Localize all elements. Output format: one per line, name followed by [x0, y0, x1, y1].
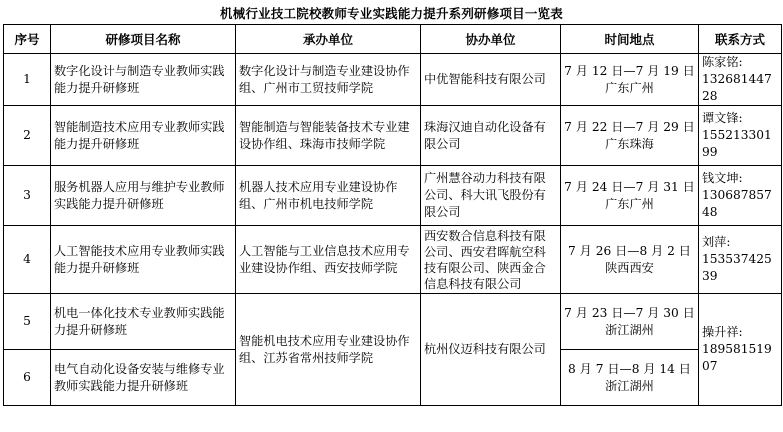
contact-phone: 18958151907	[702, 342, 772, 373]
project-table	[3, 24, 782, 406]
header-project: 研修项目名称	[51, 25, 236, 54]
row-place: 陕西西安	[605, 260, 654, 275]
row-project: 智能制造技术应用专业教师实践能力提升研修班	[51, 106, 236, 166]
row-host: 人工智能与工业信息技术应用专业建设协作组、西安技师学院	[236, 226, 421, 294]
row-co: 广州慧谷动力科技有限公司、科大讯飞股份有限公司	[421, 166, 561, 226]
row-co: 西安数合信息科技有限公司、西安君晖航空科技有限公司、陕西金合信息科技有限公司	[421, 226, 561, 294]
contact-phone: 13268144728	[702, 72, 772, 103]
header-host: 承办单位	[236, 25, 421, 54]
row-project: 电气自动化设备安装与维修专业教师实践能力提升研修班	[51, 350, 236, 406]
row-co-shared: 杭州仪迈科技有限公司	[421, 294, 561, 406]
page-title: 机械行业技工院校教师专业实践能力提升系列研修项目一览表	[220, 6, 563, 21]
row-contact	[699, 226, 782, 294]
row-host: 机器人技术应用专业建设协作组、广州市机电技师学院	[236, 166, 421, 226]
table-row	[4, 106, 782, 166]
row-project: 服务机器人应用与维护专业教师实践能力提升研修班	[51, 166, 236, 226]
row-place: 广东广州	[605, 80, 654, 95]
row-place: 广东广州	[605, 196, 654, 211]
row-no: 6	[4, 350, 51, 406]
row-project: 数字化设计与制造专业教师实践能力提升研修班	[51, 54, 236, 106]
contact-name: 刘萍:	[702, 235, 731, 249]
row-contact-shared	[699, 294, 782, 406]
row-no: 4	[4, 226, 51, 294]
row-time: 8 月 7 日—8 月 14 日	[568, 361, 691, 376]
header-time-place: 时间地点	[561, 25, 699, 54]
row-host: 智能制造与智能装备技术专业建设协作组、珠海市技师学院	[236, 106, 421, 166]
row-contact	[699, 54, 782, 106]
row-no: 2	[4, 106, 51, 166]
contact-name: 钱文坤:	[702, 171, 743, 185]
row-time: 7 月 23 日—7 月 30 日	[564, 305, 695, 320]
row-host: 数字化设计与制造专业建设协作组、广州市工贸技师学院	[236, 54, 421, 106]
row-co: 中优智能科技有限公司	[421, 54, 561, 106]
row-time-place	[561, 54, 699, 106]
contact-phone: 15353742539	[702, 252, 772, 283]
table-row	[4, 166, 782, 226]
row-place: 浙江湖州	[605, 378, 654, 393]
row-time-place	[561, 226, 699, 294]
row-host-shared: 智能机电技术应用专业建设协作组、江苏省常州技师学院	[236, 294, 421, 406]
row-no: 1	[4, 54, 51, 106]
header-no: 序号	[4, 25, 51, 54]
row-place: 浙江湖州	[605, 322, 654, 337]
row-time-place	[561, 350, 699, 406]
row-place: 广东珠海	[605, 136, 654, 151]
contact-name: 操升祥:	[702, 325, 743, 339]
header-contact: 联系方式	[699, 25, 782, 54]
contact-name: 谭文锋:	[702, 111, 743, 125]
table-row	[4, 54, 782, 106]
row-time: 7 月 24 日—7 月 31 日	[564, 179, 695, 194]
row-contact	[699, 166, 782, 226]
table-row	[4, 294, 782, 350]
row-time: 7 月 22 日—7 月 29 日	[564, 119, 695, 134]
table-header-row	[4, 25, 782, 54]
row-project: 人工智能技术应用专业教师实践能力提升研修班	[51, 226, 236, 294]
row-time-place	[561, 106, 699, 166]
row-contact	[699, 106, 782, 166]
row-co: 珠海汉迪自动化设备有限公司	[421, 106, 561, 166]
row-no: 5	[4, 294, 51, 350]
contact-phone: 15521330199	[702, 128, 772, 159]
row-no: 3	[4, 166, 51, 226]
row-time: 7 月 26 日—8 月 2 日	[568, 243, 691, 258]
contact-phone: 13068785748	[702, 188, 772, 219]
row-project: 机电一体化技术专业教师实践能力提升研修班	[51, 294, 236, 350]
header-co: 协办单位	[421, 25, 561, 54]
row-time-place	[561, 294, 699, 350]
row-time-place	[561, 166, 699, 226]
table-row	[4, 226, 782, 294]
contact-name: 陈家铭:	[702, 55, 743, 69]
row-time: 7 月 12 日—7 月 19 日	[564, 63, 695, 78]
